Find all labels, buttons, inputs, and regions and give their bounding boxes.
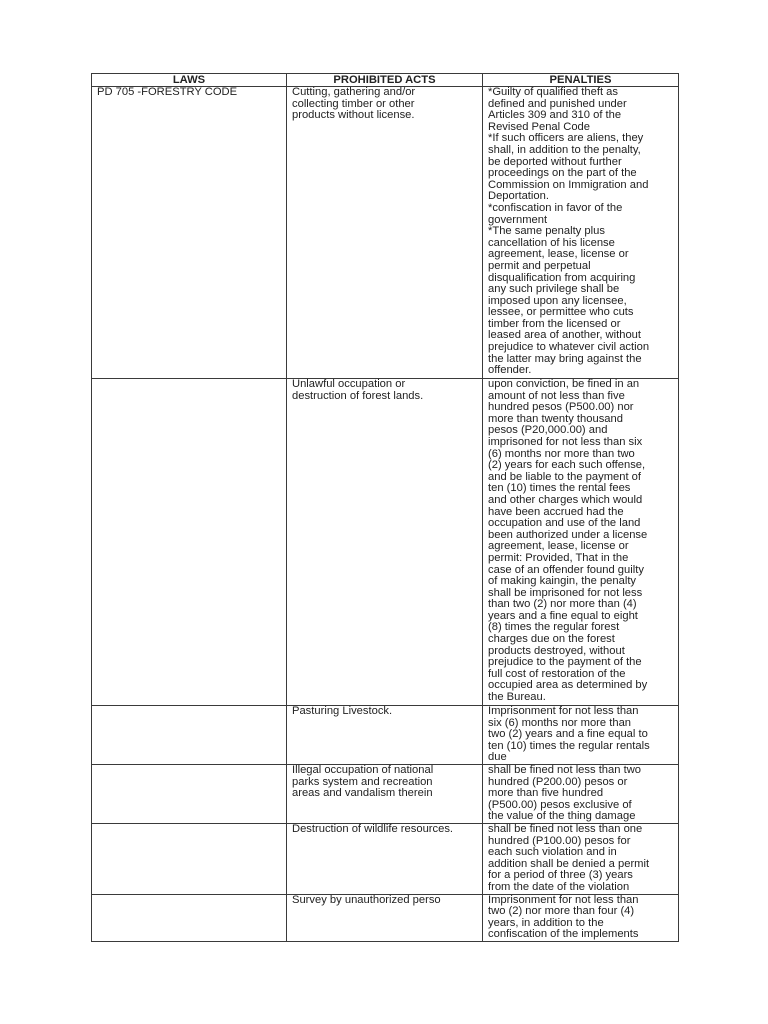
law-cell: PD 705 -FORESTRY CODE <box>92 87 287 379</box>
prohibited-act-cell: Pasturing Livestock. <box>287 706 483 765</box>
table-row <box>92 87 679 379</box>
prohibited-act-cell: Cutting, gathering and/or collecting timber or other products without license. <box>287 87 483 379</box>
penalty-cell: Imprisonment for not less than two (2) nor more than four (4) years, in addition to the confiscation of the implements <box>483 894 679 941</box>
penalty-cell: shall be fined not less than two hundred (P200.00) pesos or more than five hundred (P500.00) pesos exclusive of the value of the thing damage <box>483 764 679 823</box>
prohibited-act-cell: Unlawful occupation or destruction of forest lands. <box>287 379 483 706</box>
law-cell <box>92 894 287 941</box>
table-row <box>92 894 679 941</box>
law-cell <box>92 379 287 706</box>
table-row <box>92 823 679 894</box>
law-cell <box>92 823 287 894</box>
table-header-row <box>92 74 679 87</box>
prohibited-act-cell: Illegal occupation of national parks system and recreation areas and vandalism therein <box>287 764 483 823</box>
table-row <box>92 764 679 823</box>
law-cell <box>92 764 287 823</box>
laws-penalties-table <box>91 73 679 942</box>
law-cell <box>92 706 287 765</box>
table-row <box>92 379 679 706</box>
header-penalties: PENALTIES <box>483 74 679 87</box>
penalty-cell: Imprisonment for not less than six (6) months nor more than two (2) years and a fine equal to ten (10) times the regular rentals due <box>483 706 679 765</box>
penalty-cell: upon conviction, be fined in an amount of not less than five hundred pesos (P500.00) nor more than twenty thousand pesos (P20,000.00) and imprisoned for not less than six (6) months nor more than two (2) years for each such offense, and be liable to the payment of ten (10) times the rental fees and other charges which would have been accrued had the occupation and use of the land been authorized under a license agreement, lease, license or permit: Provided, That in the case of an offender found guilty of making kaingin, the penalty shall be imprisoned for not less than two (2) nor more than (4) years and a fine equal to eight (8) times the regular forest charges due on the forest products destroyed, without prejudice to the payment of the full cost of restoration of the occupied area as determined by the Bureau. <box>483 379 679 706</box>
header-prohibited-acts: PROHIBITED ACTS <box>287 74 483 87</box>
prohibited-act-cell: Survey by unauthorized perso <box>287 894 483 941</box>
penalty-cell: shall be fined not less than one hundred (P100.00) pesos for each such violation and in addition shall be denied a permit for a period of three (3) years from the date of the violation <box>483 823 679 894</box>
penalty-cell: *Guilty of qualified theft as defined and punished under Articles 309 and 310 of the Revised Penal Code *If such officers are aliens, they shall, in addition to the penalty, be deported without further proceedings on the part of the Commission on Immigration and Deportation. *confiscation in favor of the government *The same penalty plus cancellation of his license agreement, lease, license or permit and perpetual disqualification from acquiring any such privilege shall be imposed upon any licensee, lessee, or permittee who cuts timber from the licensed or leased area of another, without prejudice to whatever civil action the latter may bring against the offender. <box>483 87 679 379</box>
table-row <box>92 706 679 765</box>
prohibited-act-cell: Destruction of wildlife resources. <box>287 823 483 894</box>
header-laws: LAWS <box>92 74 287 87</box>
